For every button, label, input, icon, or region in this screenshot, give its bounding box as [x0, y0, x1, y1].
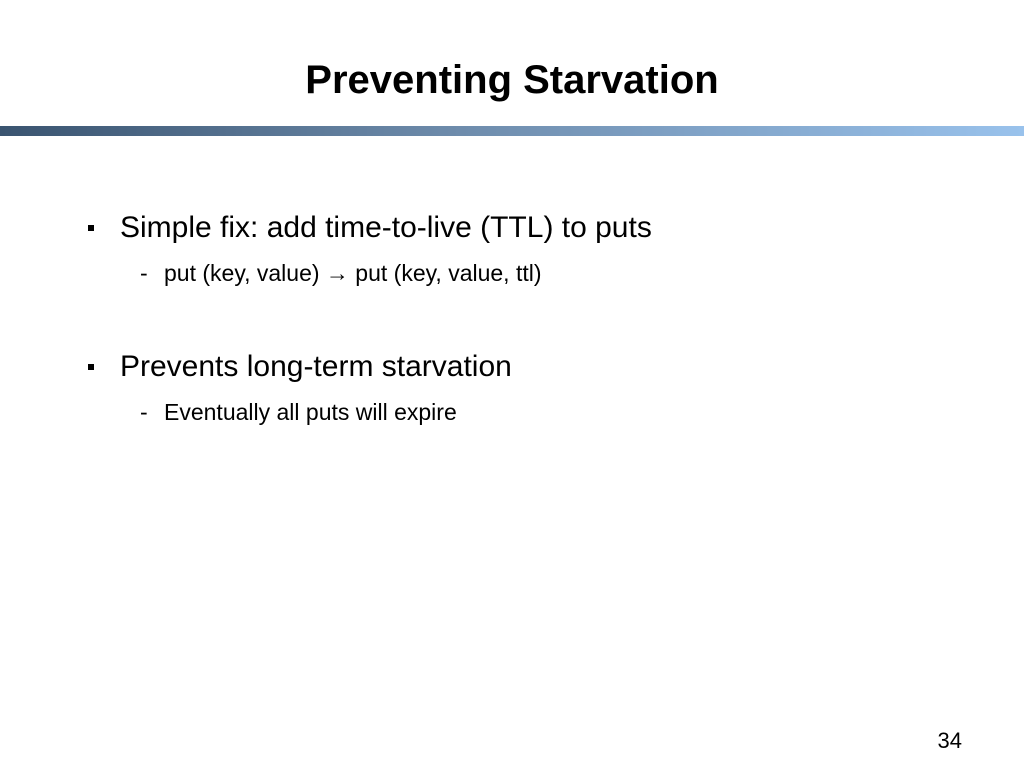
sub-bullet-text: Eventually all puts will expire [164, 399, 457, 425]
bullet-text: Simple fix: add time-to-live (TTL) to puts [120, 211, 652, 244]
slide-title: Preventing Starvation [305, 58, 719, 102]
dash-marker: - [140, 260, 148, 286]
bullet-text: Prevents long-term starvation [120, 350, 512, 383]
sub-bullet-item [140, 398, 457, 426]
square-bullet-icon [88, 225, 94, 231]
dash-marker: - [140, 399, 148, 425]
title-divider [0, 126, 1024, 136]
sub-bullet-text: put (key, value) → put (key, value, ttl) [164, 260, 542, 286]
page-number: 34 [937, 728, 962, 753]
square-bullet-icon [88, 364, 94, 370]
sub-bullet-item [140, 259, 542, 287]
